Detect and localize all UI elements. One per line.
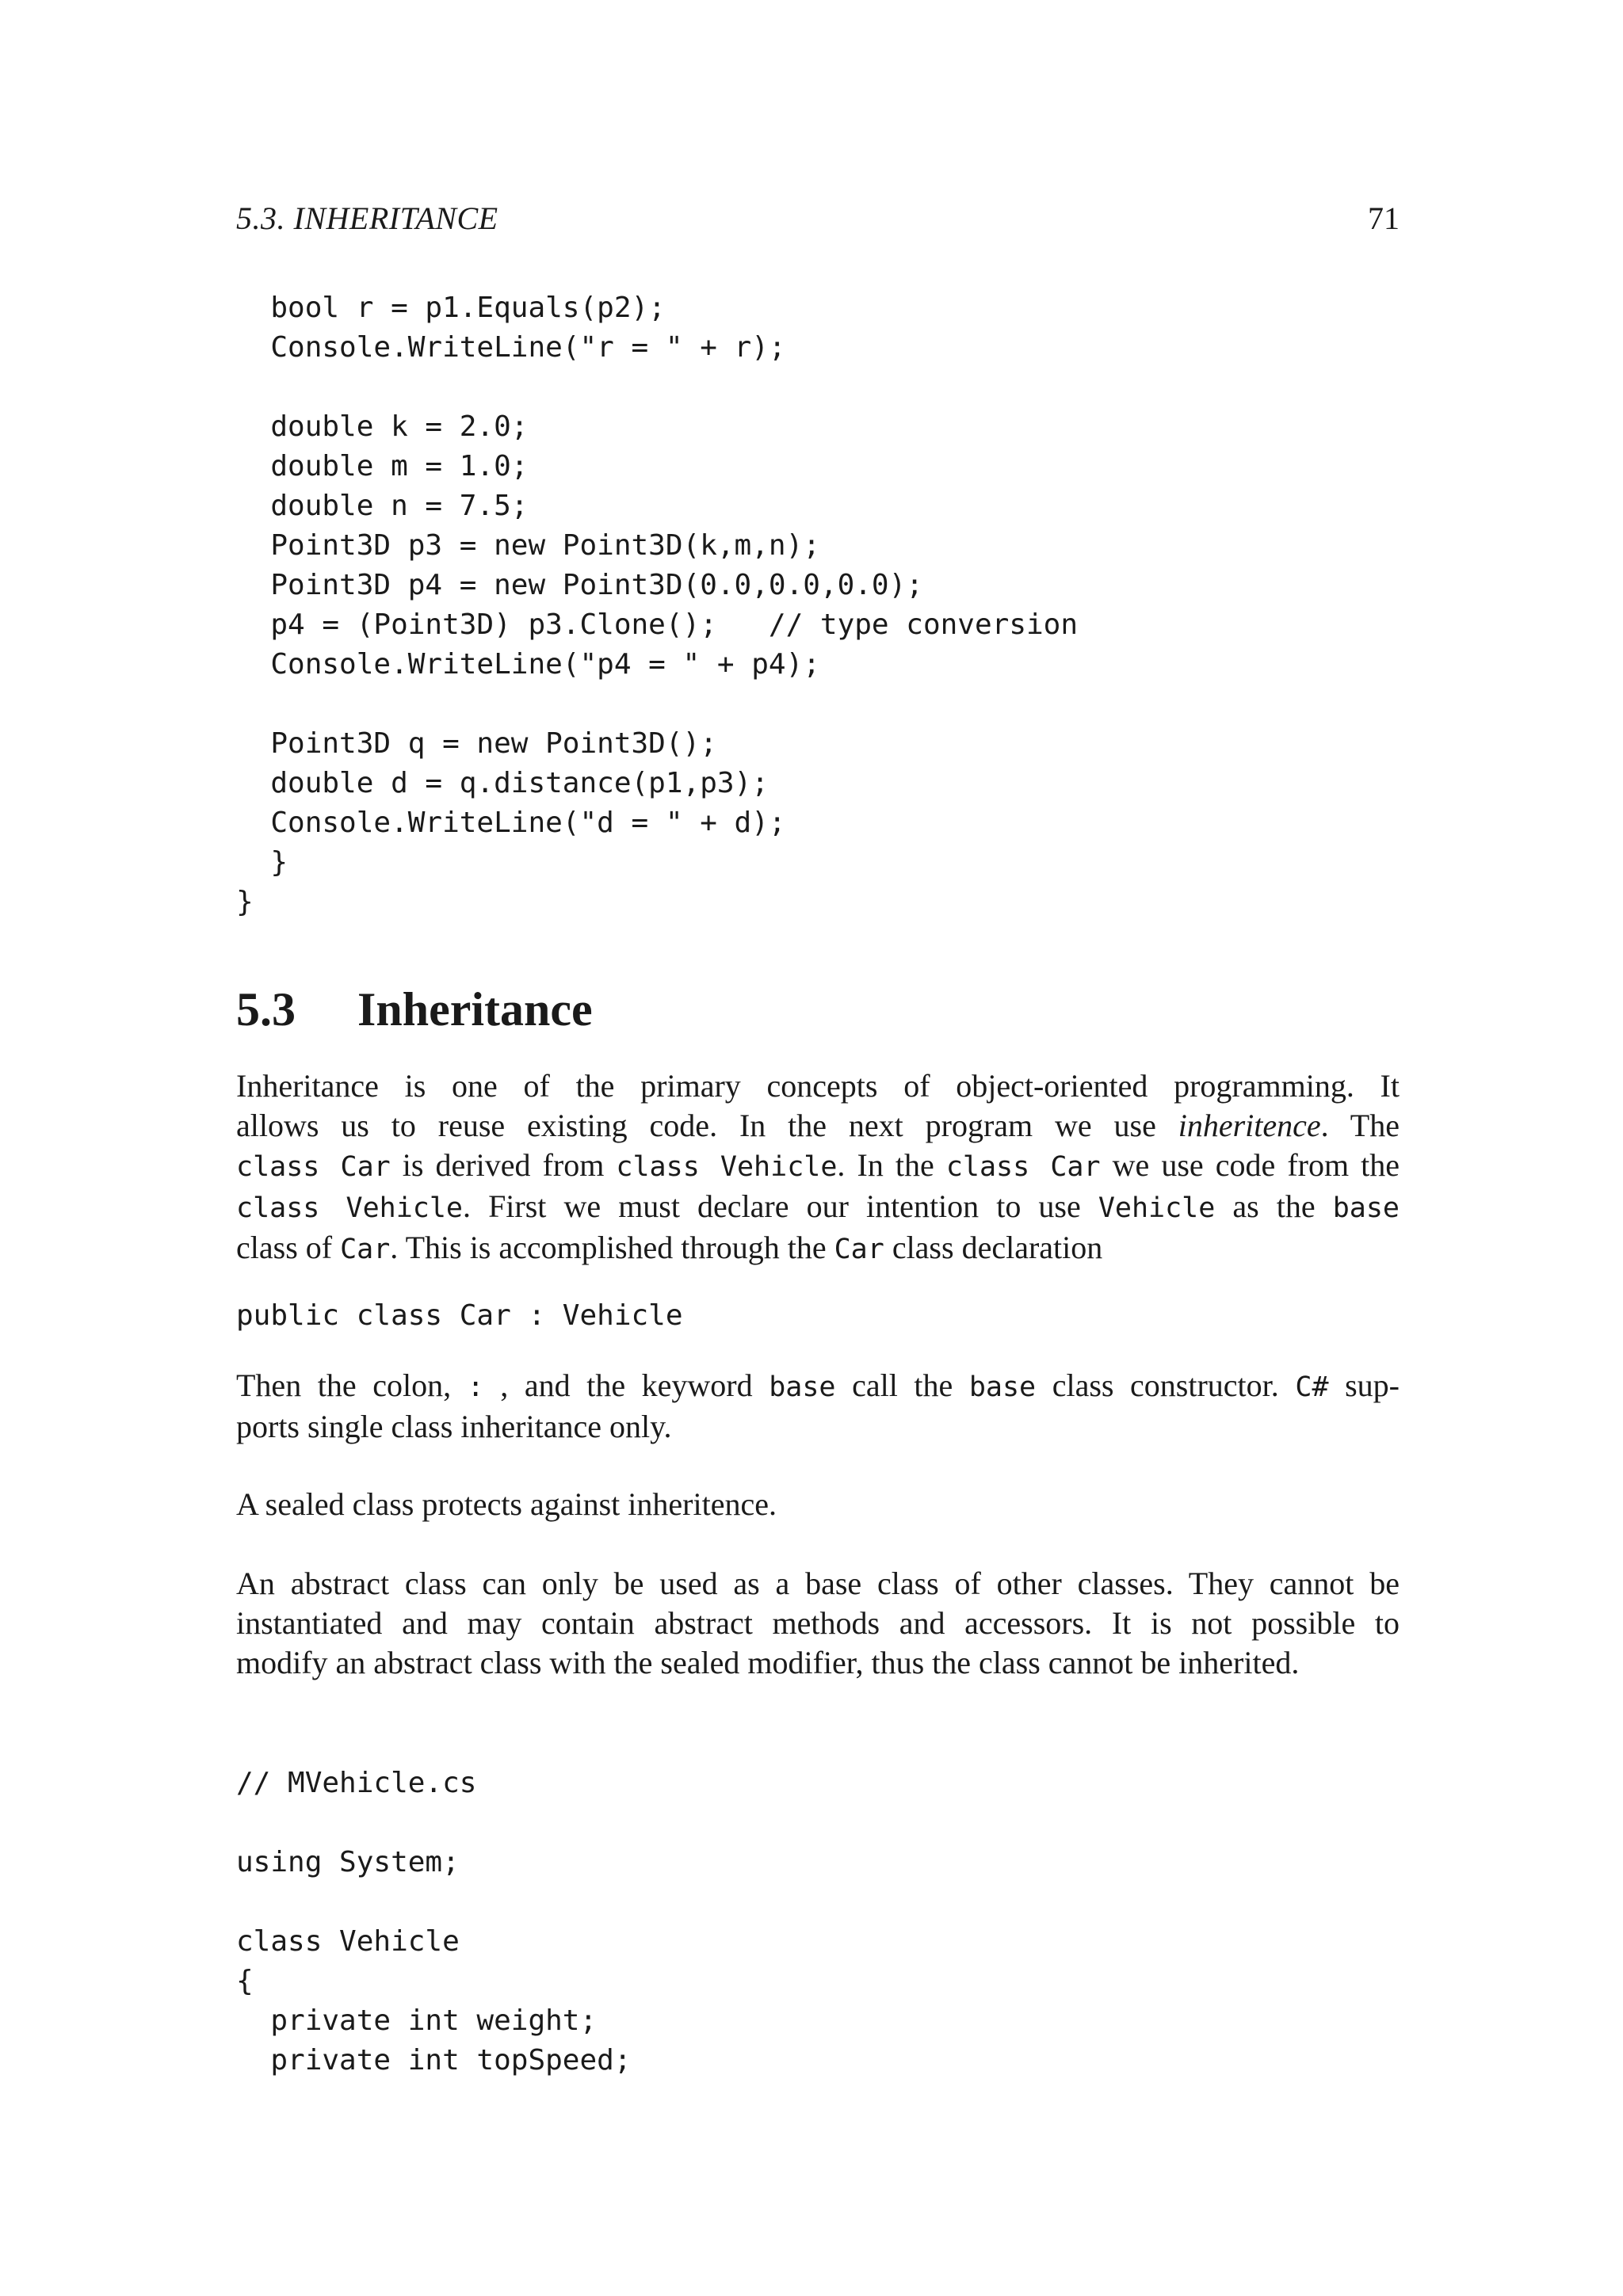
inline-code: C# [1295,1371,1329,1403]
text-run: . The [1320,1108,1400,1143]
text-run: as the [1215,1188,1333,1224]
paragraph-line [236,1187,1400,1228]
code-listing-mvehicle: // MVehicle.cs using System; class Vehicle { private int weight; private int topSpeed; [236,1767,632,2077]
inline-code: Car [834,1234,884,1265]
text-run: . In the [837,1147,946,1183]
text-run: ports single class inheritance only. [236,1409,672,1444]
section-number: 5.3 [236,983,296,1035]
paragraph-line: An abstract class can only be used as a base class of other classes. They cannot be [236,1566,1400,1601]
paragraph-line: A sealed class protects against inheritence. [236,1486,777,1522]
text-run: sup- [1328,1367,1400,1403]
text-run: Inheritance is one of the primary concepts of object-oriented programming. It [236,1068,1400,1104]
text-run: class constructor. [1036,1367,1296,1403]
text-run: . This is accomplished through the [390,1230,834,1265]
code-class-declaration: public class Car : Vehicle [236,1299,683,1332]
inline-code: base [769,1371,836,1403]
section-title: Inheritance [357,983,593,1035]
paragraph-line [236,1366,1400,1407]
inline-code: : [467,1371,484,1403]
paragraph-sealed-class [236,1485,1400,1524]
inline-code: base [968,1371,1037,1403]
text-run: Then the colon, [236,1367,468,1403]
text-run: , and the keyword [483,1367,769,1403]
running-header [236,200,1400,239]
paragraph-line [236,1228,1400,1269]
paragraph-abstract-class [236,1564,1400,1683]
text-run: call the [835,1367,969,1403]
inline-code: class Car [945,1151,1101,1183]
paragraph-line [236,1106,1400,1146]
text-run: class of [236,1230,341,1265]
text-run: we use code from the [1100,1147,1400,1183]
inline-code: base [1332,1192,1400,1224]
paragraph-line [236,1407,1400,1447]
inline-code: class Vehicle [236,1192,463,1224]
text-run: allows us to reuse existing code. In the next program we use [236,1108,1178,1143]
running-header-section: 5.3. INHERITANCE [236,200,498,236]
text-run: . First we must declare our intention to use [463,1188,1098,1224]
paragraph-line: instantiated and may contain abstract methods and accessors. It is not possible to [236,1605,1400,1641]
inline-code: Car [340,1234,391,1265]
paragraph-line [236,1146,1400,1187]
inline-code: class Car [236,1151,391,1183]
text-run: class declaration [884,1230,1103,1265]
paragraph-line [236,1066,1400,1106]
code-listing-point3d-main: bool r = p1.Equals(p2); Console.WriteLine("r = " + r); double k = 2.0; double m = 1.0; double n = 7.5; Point3D p3 = new Point3D(k,m,n); Point3D p4 = new Point3D(0.0,0.0,0.0); p4 = (Point3D) p3.Clone(); // type conversion Console.WriteLine("p4 = " + p4); Point3D q = new Point3D(); double d = q.distance(p1,p3); Console.WriteLine("d = " + d); } } [236,292,1079,918]
paragraph-base-keyword [236,1366,1400,1447]
paragraph-inheritance-intro [236,1066,1400,1269]
paragraph-line: modify an abstract class with the sealed modifier, thus the class cannot be inherited. [236,1645,1300,1680]
text-run: is derived from [390,1147,617,1183]
section-heading [236,982,593,1037]
inline-code: class Vehicle [616,1151,838,1183]
emphasized-term: inheritence [1178,1108,1321,1143]
page-number: 71 [1368,200,1400,236]
inline-code: Vehicle [1098,1192,1216,1224]
